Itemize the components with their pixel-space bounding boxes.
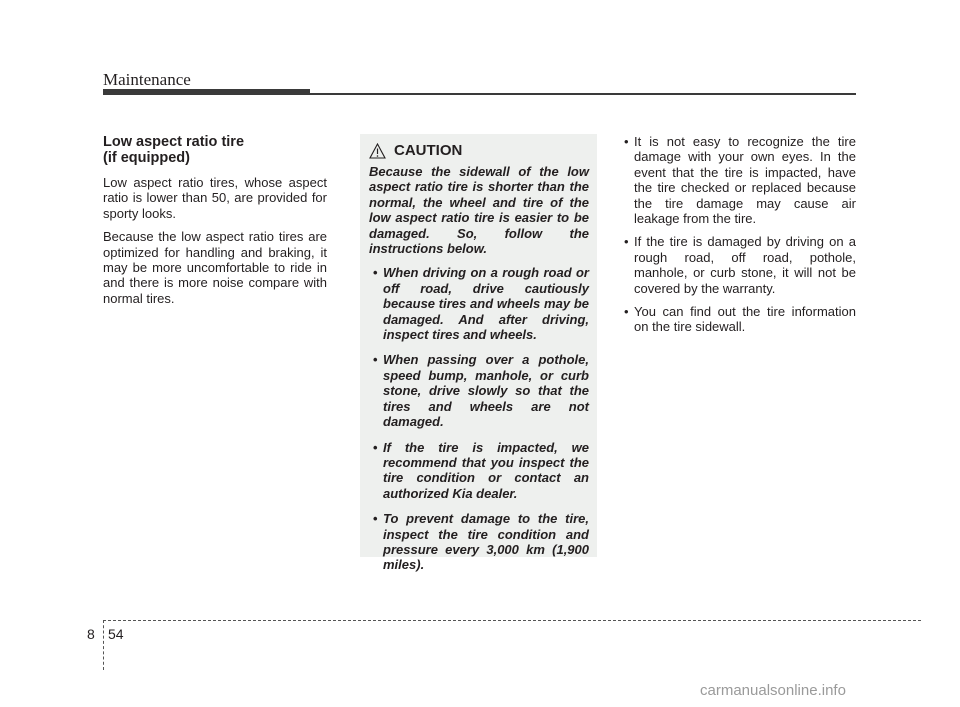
watermark: carmanualsonline.info (700, 682, 846, 699)
info-item: • You can find out the tire information on the tire sidewall. (620, 304, 856, 335)
caution-item: • When driving on a rough road or off road, drive cautiously because tires and wheels may be damaged. And after driving, inspect tires and wheels. (369, 265, 589, 342)
caution-intro: Because the sidewall of the low aspect ratio tire is shorter than the normal, the wheel and tire of the low aspect ratio tire is easier to be damaged. So, follow the instructions below. (369, 164, 589, 257)
right-column (620, 134, 856, 343)
left-column (103, 134, 327, 314)
warning-triangle-icon (369, 143, 386, 159)
page-header-title: Maintenance (103, 70, 191, 89)
caution-item: • To prevent damage to the tire, inspect the tire condition and pressure every 3,000 km (1,900 miles). (369, 511, 589, 573)
chapter-number: 8 (87, 626, 95, 642)
header-rule-thin (310, 93, 856, 95)
caution-box (360, 134, 597, 573)
paragraph: Because the low aspect ratio tires are optimized for handling and braking, it may be more uncomfortable to ride in and there is more noise compare with normal tires. (103, 229, 327, 306)
footer-rule (103, 620, 921, 621)
header-rule-thick (103, 89, 310, 95)
caution-title: CAUTION (394, 142, 463, 159)
caution-header (369, 142, 589, 159)
info-list (620, 134, 856, 335)
caution-item: • If the tire is impacted, we recommend that you inspect the tire condition or contact an authorized Kia dealer. (369, 440, 589, 502)
info-item: • If the tire is damaged by driving on a rough road, off road, pothole, manhole, or curb stone, it will not be covered by the warranty. (620, 234, 856, 296)
caution-list (369, 265, 589, 572)
footer-vertical-rule (103, 620, 104, 670)
section-heading (103, 134, 327, 166)
info-item: • It is not easy to recognize the tire damage with your own eyes. In the event that the tire is impacted, have the tire checked or replaced because the tire damage may cause air leakage from the tire. (620, 134, 856, 226)
caution-item: • When passing over a pothole, speed bump, manhole, or curb stone, drive slowly so that the tires and wheels are not damaged. (369, 352, 589, 429)
paragraph: Low aspect ratio tires, whose aspect ratio is lower than 50, are provided for sporty looks. (103, 175, 327, 221)
page-number: 54 (108, 626, 124, 642)
section-heading-line2: (if equipped) (103, 150, 190, 166)
section-heading-line1: Low aspect ratio tire (103, 134, 245, 150)
